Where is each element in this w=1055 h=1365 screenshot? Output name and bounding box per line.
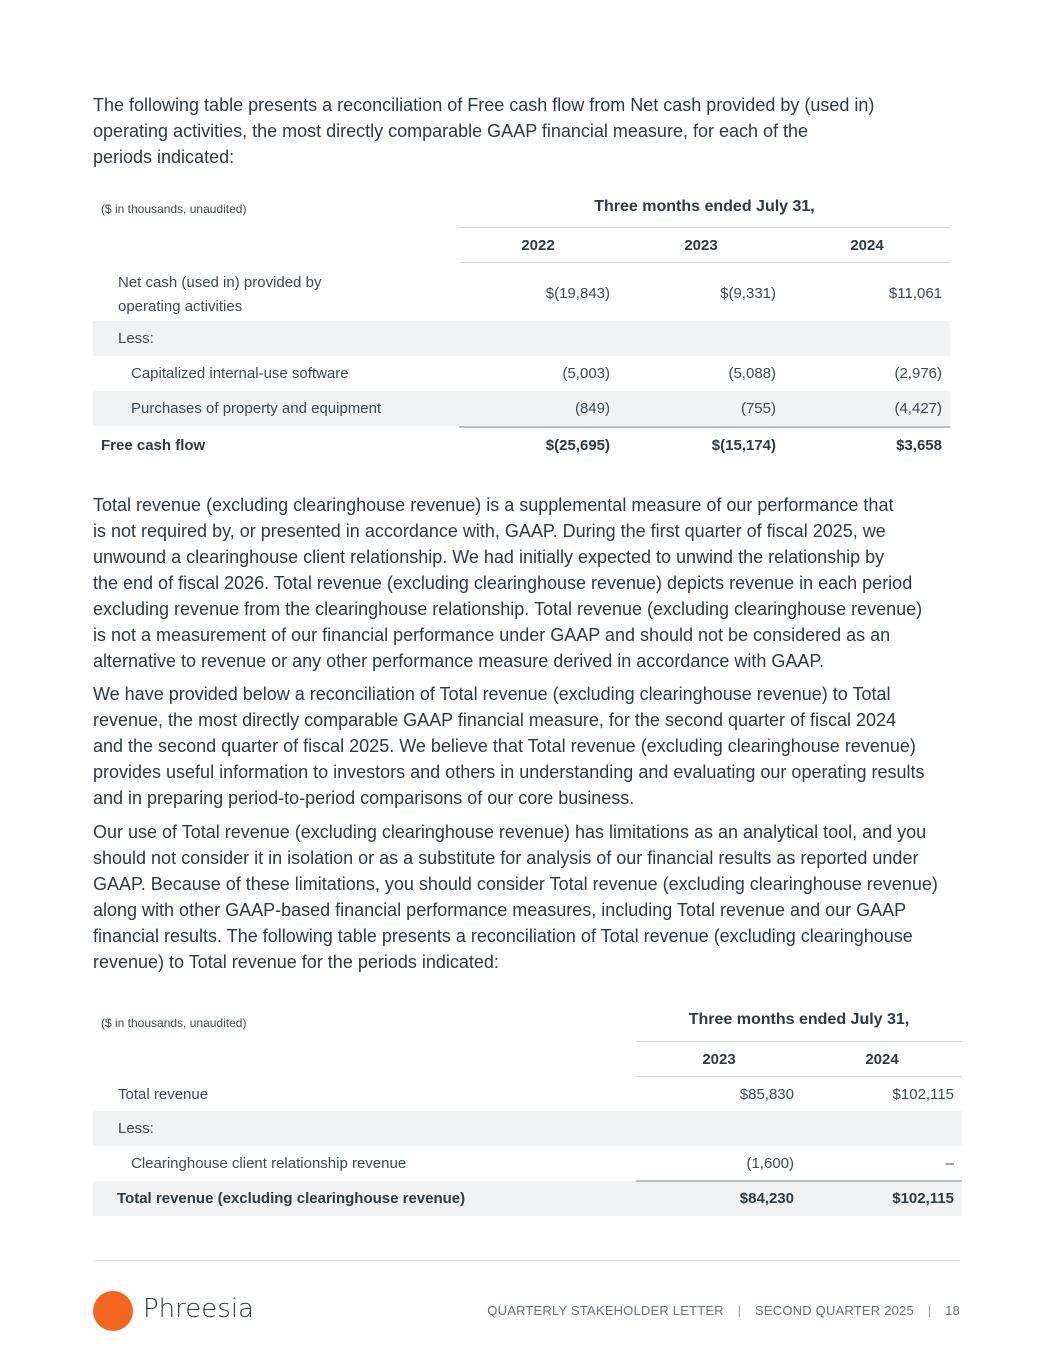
text-line: is not a measurement of our financial performance under GAAP and should not be considered as an <box>93 625 891 645</box>
paragraph <box>93 492 973 674</box>
row-label: Less: <box>118 1120 154 1137</box>
table-row <box>93 321 950 356</box>
divider <box>459 262 950 263</box>
cell-value: (849) <box>574 400 610 417</box>
cell-value: $85,830 <box>739 1086 794 1103</box>
cell-value: $102,115 <box>892 1086 954 1103</box>
table-row <box>93 356 950 391</box>
divider <box>459 227 950 228</box>
column-year: 2024 <box>865 1051 899 1068</box>
cell-value: – <box>945 1155 954 1172</box>
table-row <box>93 269 950 321</box>
text-line: and the second quarter of fiscal 2025. We believe that Total revenue (excluding clearinghouse revenue) <box>93 736 916 756</box>
footer-meta: QUARTERLY STAKEHOLDER LETTER | SECOND QUARTER 2025 | 18 <box>487 1303 960 1318</box>
cell-value: $(19,843) <box>545 285 610 302</box>
table-row-total <box>93 1181 962 1216</box>
row-label: Clearinghouse client relationship revenue <box>131 1155 407 1172</box>
cell-value: $(9,331) <box>720 285 776 302</box>
text-line: revenue) to Total revenue for the periods indicated: <box>93 952 499 972</box>
table-note: ($ in thousands, unaudited) <box>101 1016 247 1030</box>
paragraph <box>93 819 973 975</box>
total-divider <box>636 1180 962 1182</box>
footer-period: SECOND QUARTER 2025 <box>755 1303 914 1318</box>
table-note: ($ in thousands, unaudited) <box>101 202 247 216</box>
text-line: should not consider it in isolation or as a substitute for analysis of our financial results as reported under <box>93 848 919 868</box>
page-number: 18 <box>945 1303 960 1318</box>
cell-value: $102,115 <box>892 1190 954 1207</box>
text-line: Our use of Total revenue (excluding clearinghouse revenue) has limitations as an analytical tool, and you <box>93 822 927 842</box>
cell-value: (5,088) <box>728 365 776 382</box>
text-line: We have provided below a reconciliation of Total revenue (excluding clearinghouse revenue) to Total <box>93 684 891 704</box>
row-label: Less: <box>118 330 154 347</box>
cell-value: $84,230 <box>739 1190 794 1207</box>
row-label: Purchases of property and equipment <box>131 400 382 417</box>
table-row <box>93 391 950 426</box>
cell-value: (755) <box>740 400 776 417</box>
text-line: the end of fiscal 2026. Total revenue (excluding clearinghouse revenue) depicts revenue in each period <box>93 573 913 593</box>
table-header: Three months ended July 31, <box>594 198 815 215</box>
table-row <box>93 1111 962 1146</box>
text-line: financial results. The following table presents a reconciliation of Total revenue (excluding clearinghouse <box>93 926 913 946</box>
text-line: provides useful information to investors and others in understanding and evaluating our operating results <box>93 762 925 782</box>
cell-value: (4,427) <box>894 400 942 417</box>
table-row <box>93 1077 962 1112</box>
text-line: Total revenue (excluding clearinghouse revenue) is a supplemental measure of our performance that <box>93 495 894 515</box>
cell-value: (1,600) <box>746 1155 794 1172</box>
table-header: Three months ended July 31, <box>688 1011 910 1028</box>
row-label <box>118 271 321 319</box>
column-year: 2023 <box>684 237 718 254</box>
text-line: excluding revenue from the clearinghouse relationship. Total revenue (excluding clearinghouse revenue) <box>93 599 923 619</box>
cell-value: $3,658 <box>896 437 942 454</box>
row-label: Total revenue <box>118 1086 209 1103</box>
text-line: is not required by, or presented in accordance with, GAAP. During the first quarter of fiscal 2025, we <box>93 521 886 541</box>
row-label-line: Net cash (used in) provided by <box>118 274 322 291</box>
footer-divider <box>93 1260 960 1261</box>
column-year: 2024 <box>850 237 884 254</box>
column-year: 2023 <box>702 1051 736 1068</box>
cell-value: $(25,695) <box>545 437 610 454</box>
table-row-total <box>93 428 950 463</box>
cell-value: $11,061 <box>888 285 942 302</box>
phreesia-logo-icon <box>93 1291 133 1331</box>
paragraph <box>93 681 973 811</box>
cell-value: (5,003) <box>562 365 610 382</box>
row-label: Total revenue (excluding clearinghouse revenue) <box>117 1190 466 1207</box>
text-line: operating activities, the most directly comparable GAAP financial measure, for each of the <box>93 121 809 141</box>
intro-paragraph <box>93 92 973 170</box>
cell-value: (2,976) <box>894 365 942 382</box>
divider <box>636 1041 962 1042</box>
text-line: unwound a clearinghouse client relationship. We had initially expected to unwind the relationship by <box>93 547 885 567</box>
text-line: The following table presents a reconciliation of Free cash flow from Net cash provided by (used in) <box>93 95 875 115</box>
row-label-line: operating activities <box>118 298 243 315</box>
text-line: periods indicated: <box>93 147 235 167</box>
row-label: Capitalized internal-use software <box>131 365 349 382</box>
column-year: 2022 <box>521 237 555 254</box>
text-line: along with other GAAP-based financial performance measures, including Total revenue and our GAAP <box>93 900 907 920</box>
table-row <box>93 1146 962 1181</box>
text-line: GAAP. Because of these limitations, you should consider Total revenue (excluding clearinghouse revenue) <box>93 874 938 894</box>
text-line: revenue, the most directly comparable GAAP financial measure, for the second quarter of fiscal 2024 <box>93 710 897 730</box>
row-label: Free cash flow <box>101 437 206 454</box>
cell-value: $(15,174) <box>711 437 776 454</box>
footer-doc-title: QUARTERLY STAKEHOLDER LETTER <box>487 1303 724 1318</box>
text-line: alternative to revenue or any other performance measure derived in accordance with GAAP. <box>93 651 825 671</box>
logo-wordmark: Phreesia <box>143 1294 254 1324</box>
text-line: and in preparing period-to-period comparisons of our core business. <box>93 788 635 808</box>
